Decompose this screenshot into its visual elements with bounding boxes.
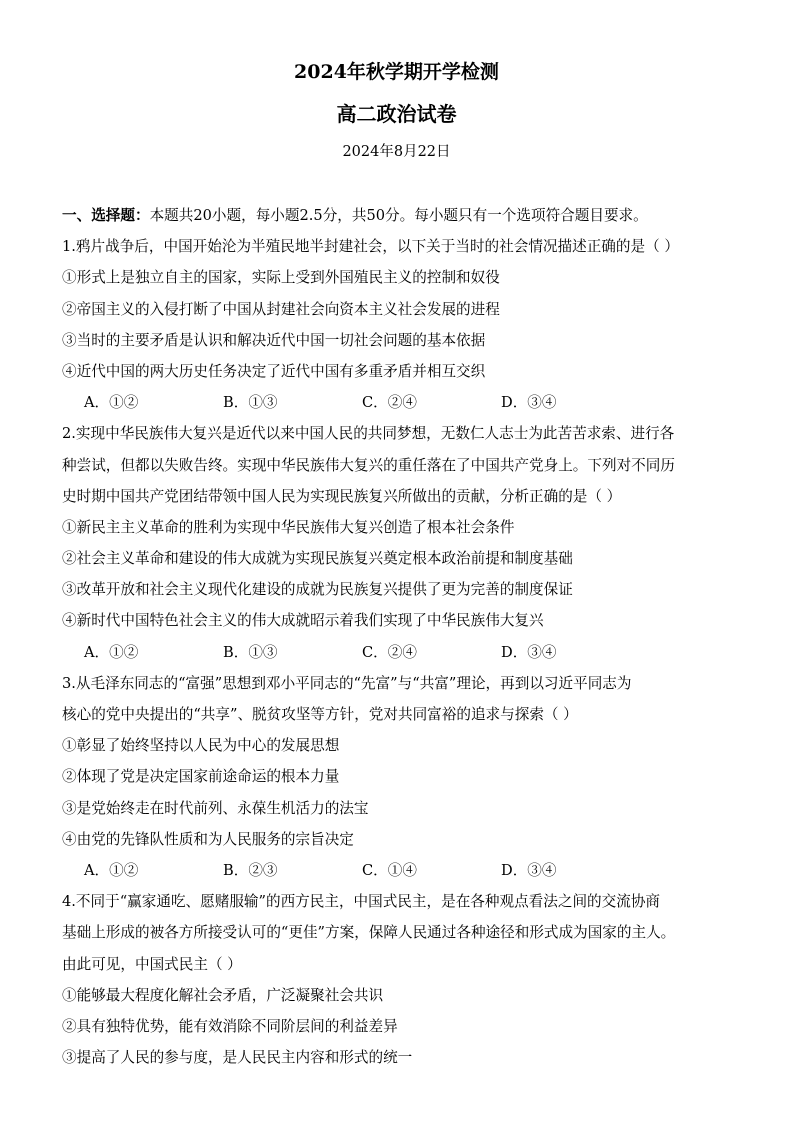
- statement-item: ②体现了党是决定国家前途命运的根本力量: [62, 768, 340, 786]
- statement-item: ②社会主义革命和建设的伟大成就为实现民族复兴奠定根本政治前提和制度基础: [62, 550, 573, 568]
- statement-item: ③提高了人民的参与度，是人民民主内容和形式的统一: [62, 1049, 413, 1067]
- answer-option[interactable]: A．①②: [84, 861, 139, 879]
- exam-content: [62, 200, 742, 1073]
- section-instruction: 本题共20小题，每小题2.5分，共50分。每小题只有一个选项符合题目要求。: [149, 207, 648, 224]
- section-heading: [62, 200, 742, 231]
- statement-item: ①彰显了始终坚持以人民为中心的发展思想: [62, 737, 340, 755]
- question-stem-line: 2.实现中华民族伟大复兴是近代以来中国人民的共同梦想，无数仁人志士为此苦苦求索、进行各: [62, 425, 675, 443]
- question-list: [62, 231, 742, 1073]
- statement-item: ①形式上是独立自主的国家，实际上受到外国殖民主义的控制和奴役: [62, 269, 500, 287]
- question-stem-line: 1.鸦片战争后，中国开始沦为半殖民地半封建社会，以下关于当时的社会情况描述正确的是（ ）: [62, 238, 679, 256]
- question-block: [62, 418, 742, 668]
- exam-subtitle: 高二政治试卷: [336, 102, 457, 126]
- answer-option[interactable]: B．①③: [223, 643, 278, 661]
- question-stem-line: 3.从毛泽东同志的“富强”思想到邓小平同志的“先富”与“共富”理论，再到以习近平同志为: [62, 674, 632, 692]
- answer-option[interactable]: B．②③: [223, 861, 278, 879]
- answer-options: [62, 637, 742, 668]
- answer-option[interactable]: A．①②: [84, 394, 139, 412]
- statement-item: ④新时代中国特色社会主义的伟大成就昭示着我们实现了中华民族伟大复兴: [62, 612, 544, 630]
- question-stem-line: 基础上形成的被各方所接受认可的“更佳”方案，保障人民通过各种途径和形式成为国家的主人。: [62, 924, 676, 942]
- answer-option[interactable]: C．①④: [362, 861, 417, 879]
- statement-item: ④由党的先锋队性质和为人民服务的宗旨决定: [62, 830, 354, 848]
- question-stem-line: 核心的党中央提出的“共享”、脱贫攻坚等方针，党对共同富裕的追求与探索（ ）: [62, 706, 578, 723]
- answer-option[interactable]: D．③④: [501, 861, 557, 879]
- statement-item: ③当时的主要矛盾是认识和解决近代中国一切社会问题的基本依据: [62, 331, 486, 349]
- answer-option[interactable]: D．③④: [501, 394, 557, 412]
- question-stem-line: 种尝试，但都以失败告终。实现中华民族伟大复兴的重任落在了中国共产党身上。下列对不同历: [62, 456, 675, 474]
- statement-item: ④近代中国的两大历史任务决定了近代中国有多重矛盾并相互交织: [62, 362, 486, 380]
- question-stem-line: 由此可见，中国式民主（ ）: [62, 955, 242, 973]
- question-block: [62, 886, 742, 1073]
- answer-option[interactable]: C．②④: [362, 643, 417, 661]
- answer-option[interactable]: B．①③: [223, 394, 278, 412]
- statement-item: ③改革开放和社会主义现代化建设的成就为民族复兴提供了更为完善的制度保证: [62, 581, 573, 599]
- answer-option[interactable]: D．③④: [501, 643, 557, 661]
- statement-item: ③是党始终走在时代前列、永葆生机活力的法宝: [62, 799, 369, 817]
- question-stem-line: 4.不同于“赢家通吃、愿赌服输”的西方民主，中国式民主，是在各种观点看法之间的交流协商: [62, 893, 661, 911]
- answer-option[interactable]: C．②④: [362, 394, 417, 412]
- answer-options: [62, 387, 742, 418]
- question-block: [62, 231, 742, 418]
- section-label: 一、选择题：: [62, 207, 150, 224]
- statement-item: ①能够最大程度化解社会矛盾，广泛凝聚社会共识: [62, 986, 384, 1004]
- statement-item: ②具有独特优势，能有效消除不同阶层间的利益差异: [62, 1017, 398, 1035]
- answer-options: [62, 855, 742, 886]
- statement-item: ②帝国主义的入侵打断了中国从封建社会向资本主义社会发展的进程: [62, 300, 500, 318]
- statement-item: ①新民主主义革命的胜利为实现中华民族伟大复兴创造了根本社会条件: [62, 518, 515, 536]
- answer-option[interactable]: A．①②: [84, 643, 139, 661]
- question-block: [62, 668, 742, 886]
- question-stem-line: 史时期中国共产党团结带领中国人民为实现民族复兴所做出的贡献，分析正确的是（ ）: [62, 487, 622, 505]
- exam-date: 2024年8月22日: [342, 144, 451, 160]
- exam-title: 2024年秋学期开学检测: [294, 61, 499, 83]
